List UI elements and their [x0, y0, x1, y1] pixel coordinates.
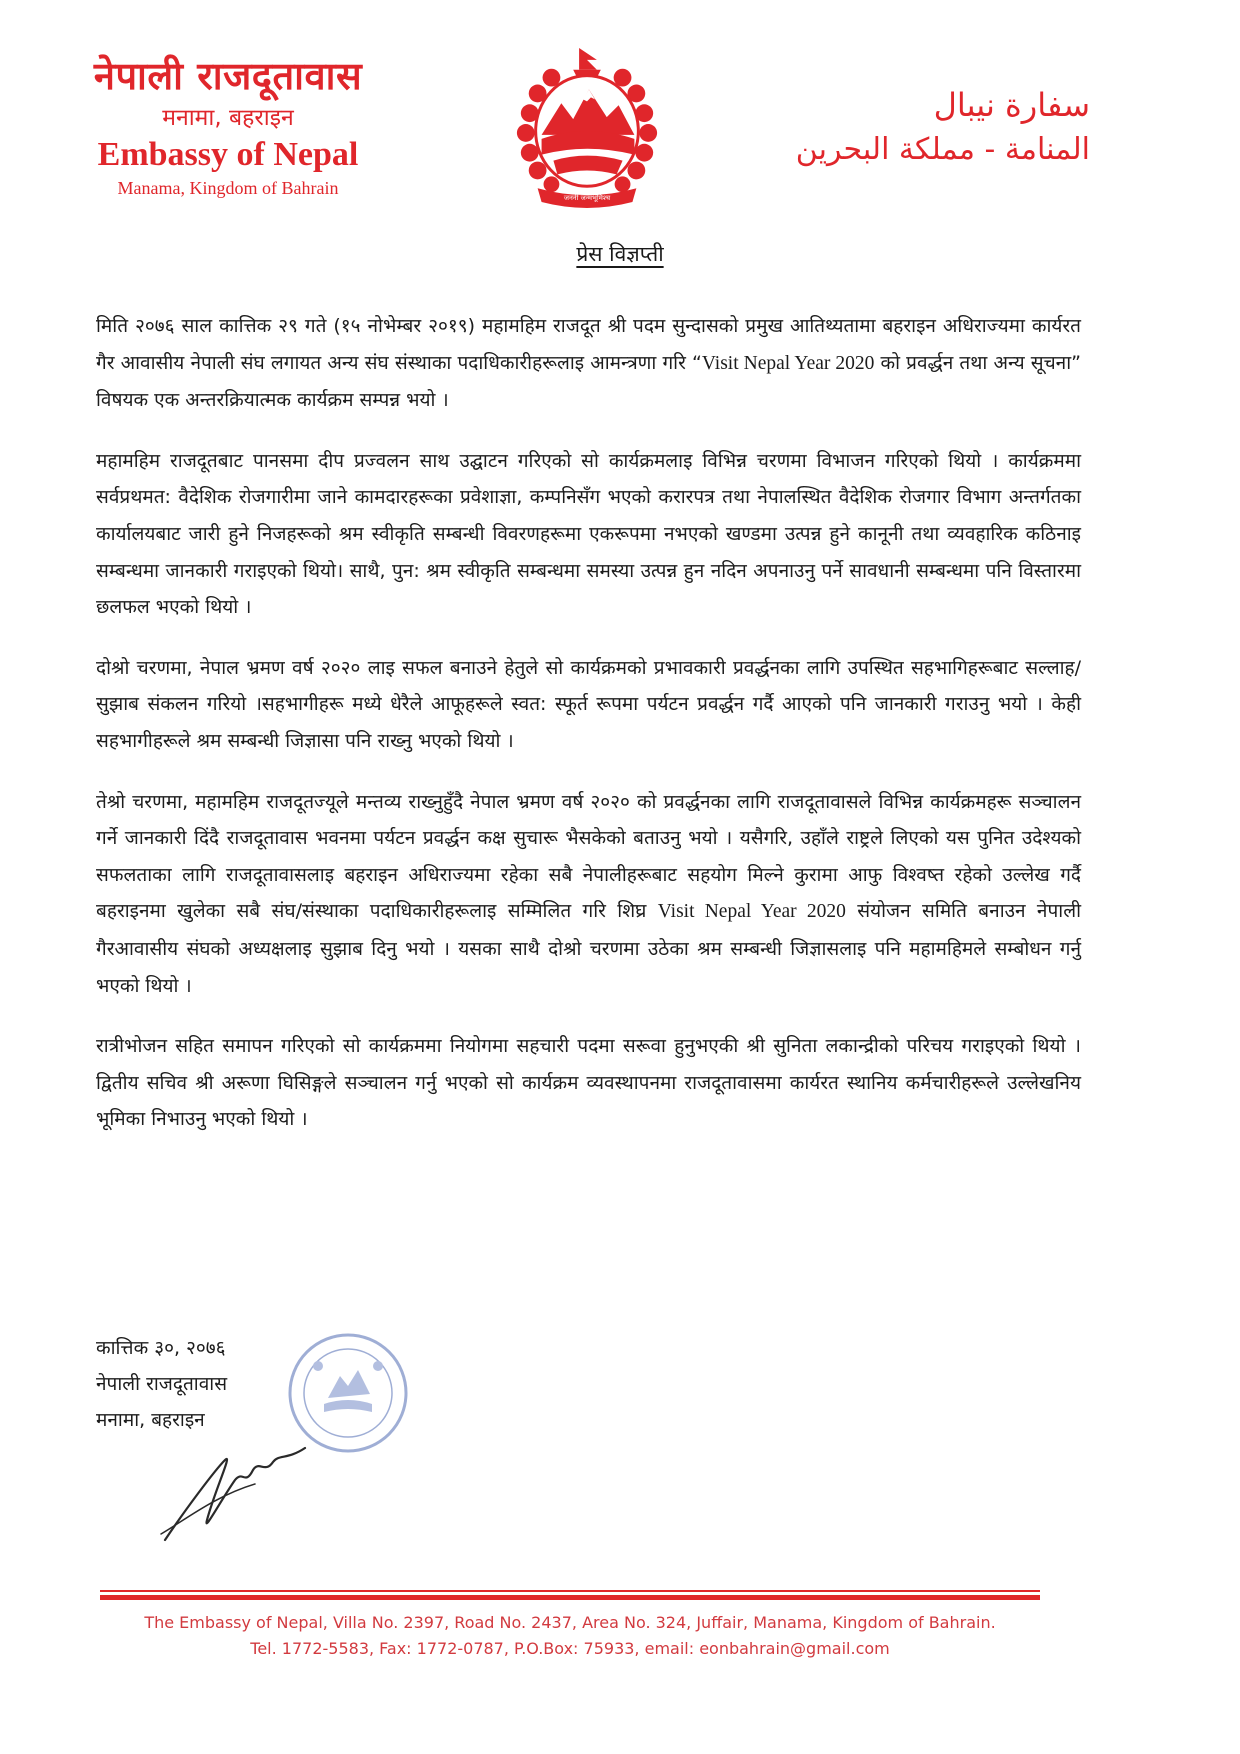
paragraph-2: महामहिम राजदूतबाट पानसमा दीप प्रज्वलन साथ उद्घाटन गरिएको सो कार्यक्रमलाइ विभिन्न चरणमा विभाजन गरिएको थियो । कार्यक्रममा सर्वप्रथमत: वैदेशिक रोजगारीमा जाने कामदारहरूका प्रवेशाज्ञा, कम्पनिसँग भएको करारपत्र तथा नेपालस्थित वैदेशिक रोजगार विभाग अन्तर्गतका कार्यालयबाट जारी हुने निजहरूको श्रम स्वीकृति सम्बन्धी विवरणहरूमा एकरूपमा नभएको खण्डमा उत्पन्न हुने कानूनी तथा व्यवहारिक कठिनाइ सम्बन्धमा जानकारी गराइएको थियो। साथै, पुन: श्रम स्वीकृति सम्बन्धमा समस्या उत्पन्न हुन नदिन अपनाउनु पर्ने सावधानी सम्बन्धमा पनि विस्तारमा छलफल भएको थियो ।	[96, 449, 1081, 619]
closing-place: मनामा, बहराइन	[96, 1409, 205, 1431]
paragraph-4-text-a: तेश्रो चरणमा, महामहिम राजदूतज्यूले मन्तव्य राख्नुहुँदै नेपाल भ्रमण वर्ष २०२० को प्रवर्द्धनका लागि राजदूतावासले विभिन्न कार्यक्रमहरू सञ्चालन गर्ने जानकारी दिंदै राजदूतावास भवनमा पर्यटन प्रवर्द्धन कक्ष सुचारू भैसकेको बताउनु भयो । यसैगरि, उहाँले राष्ट्रले लिएको यस पुनित उदेश्यको सफलताका लागि राजदूतावासलाइ बहराइन अधिराज्यमा रहेका सबै नेपालीहरूबाट सहयोग मिल्ने कुरामा आफु विश्वष्त रहेको उल्लेख गर्दै बहराइनमा खुलेका सबै संघ/संस्थाका पदाधिकारीहरूलाइ सम्मिलित गरि शिघ्र	[96, 790, 1081, 923]
paragraph-1	[96, 308, 1081, 419]
english-embassy-name: Embassy of Nepal	[97, 136, 359, 173]
arabic-embassy-name: سفارة نيبال	[933, 86, 1090, 124]
letterhead-right	[760, 82, 1090, 172]
paragraph-4-campaign-name: Visit Nepal Year 2020	[657, 901, 846, 923]
footer-address: The Embassy of Nepal, Villa No. 2397, Road No. 2437, Area No. 324, Juffair, Manama, Kingdom of Bahrain.	[144, 1613, 996, 1632]
footer-rule-thin	[100, 1590, 1040, 1592]
paragraph-4-text-b: संयोजन समिति बनाउन नेपाली गैरआवासीय संघको अध्यक्षलाइ सुझाब दिनु भयो । यसका साथै दोश्रो चरणमा उठेका श्रम सम्बन्धी जिज्ञासलाइ पनि महामहिमले सम्बोधन गर्नु भएको थियो ।	[96, 900, 1081, 997]
letterhead-left	[68, 52, 388, 200]
footer	[80, 1610, 1060, 1662]
paragraph-1-text-b: को प्रवर्द्धन तथा अन्य सूचना” विषयक एक अन्तरक्रियात्मक कार्यक्रम सम्पन्न भयो ।	[96, 351, 1081, 412]
svg-text:जननी जन्मभूमिश्च: जननी जन्मभूमिश्च	[563, 194, 611, 203]
closing-office: नेपाली राजदूतावास	[96, 1373, 228, 1395]
signature-icon	[155, 1430, 315, 1550]
nepal-coat-of-arms-icon	[508, 44, 666, 210]
english-embassy-location: Manama, Kingdom of Bahrain	[117, 178, 339, 198]
closing-date: कात्तिक ३०, २०७६	[96, 1337, 226, 1359]
footer-rule-thick	[100, 1595, 1040, 1600]
nepali-embassy-location: मनामा, बहराइन	[162, 105, 294, 131]
paragraph-1-campaign-name: Visit Nepal Year 2020	[701, 352, 875, 374]
press-release-heading-wrap	[0, 240, 1240, 268]
press-release-body	[96, 308, 1081, 1162]
nepali-embassy-name: नेपाली राजदूतावास	[93, 54, 363, 98]
press-release-heading: प्रेस विज्ञप्ती	[576, 242, 664, 266]
paragraph-1-text-a: मिति २०७६ साल कात्तिक २९ गते (१५ नोभेम्बर २०१९) महामहिम राजदूत श्री पदम सुन्दासको प्रमुख आतिथ्यतामा बहराइन अधिराज्यमा कार्यरत गैर आवासीय नेपाली संघ लगायत अन्य संघ संस्थाका पदाधिकारीहरूलाइ आमन्त्रणा गरि “	[96, 315, 1081, 374]
paragraph-3: दोश्रो चरणमा, नेपाल भ्रमण वर्ष २०२० लाइ सफल बनाउने हेतुले सो कार्यक्रमको प्रभावकारी प्रवर्द्धनका लागि उपस्थित सहभागिहरूबाट सल्लाह/सुझाब संकलन गरियो ।सहभागीहरू मध्ये धेरैले आफूहरूले स्वत: स्फूर्त रूपमा पर्यटन प्रवर्द्धन गर्दै आएको पनि जानकारी गराउनु भयो । केही सहभागीहरूले श्रम सम्बन्धी जिज्ञासा पनि राख्नु भएको थियो ।	[96, 656, 1081, 752]
paragraph-4	[96, 784, 1081, 1005]
paragraph-5: रात्रीभोजन सहित समापन गरिएको सो कार्यक्रममा नियोगमा सहचारी पदमा सरूवा हुनुभएकी श्री सुनिता लकान्द्रीको परिचय गराइएको थियो । द्वितीय सचिव श्री अरूणा घिसिङ्गले सञ्चालन गर्नु भएको सो कार्यक्रम व्यवस्थापनमा राजदूतावासमा कार्यरत स्थानिय कर्मचारीहरूले उल्लेखनिय भूमिका निभाउनु भएको थियो ।	[96, 1035, 1081, 1131]
footer-contact: Tel. 1772-5583, Fax: 1772-0787, P.O.Box: 75933, email: eonbahrain@gmail.com	[250, 1639, 890, 1658]
arabic-embassy-location: المنامة - مملكة البحرين	[795, 132, 1090, 167]
